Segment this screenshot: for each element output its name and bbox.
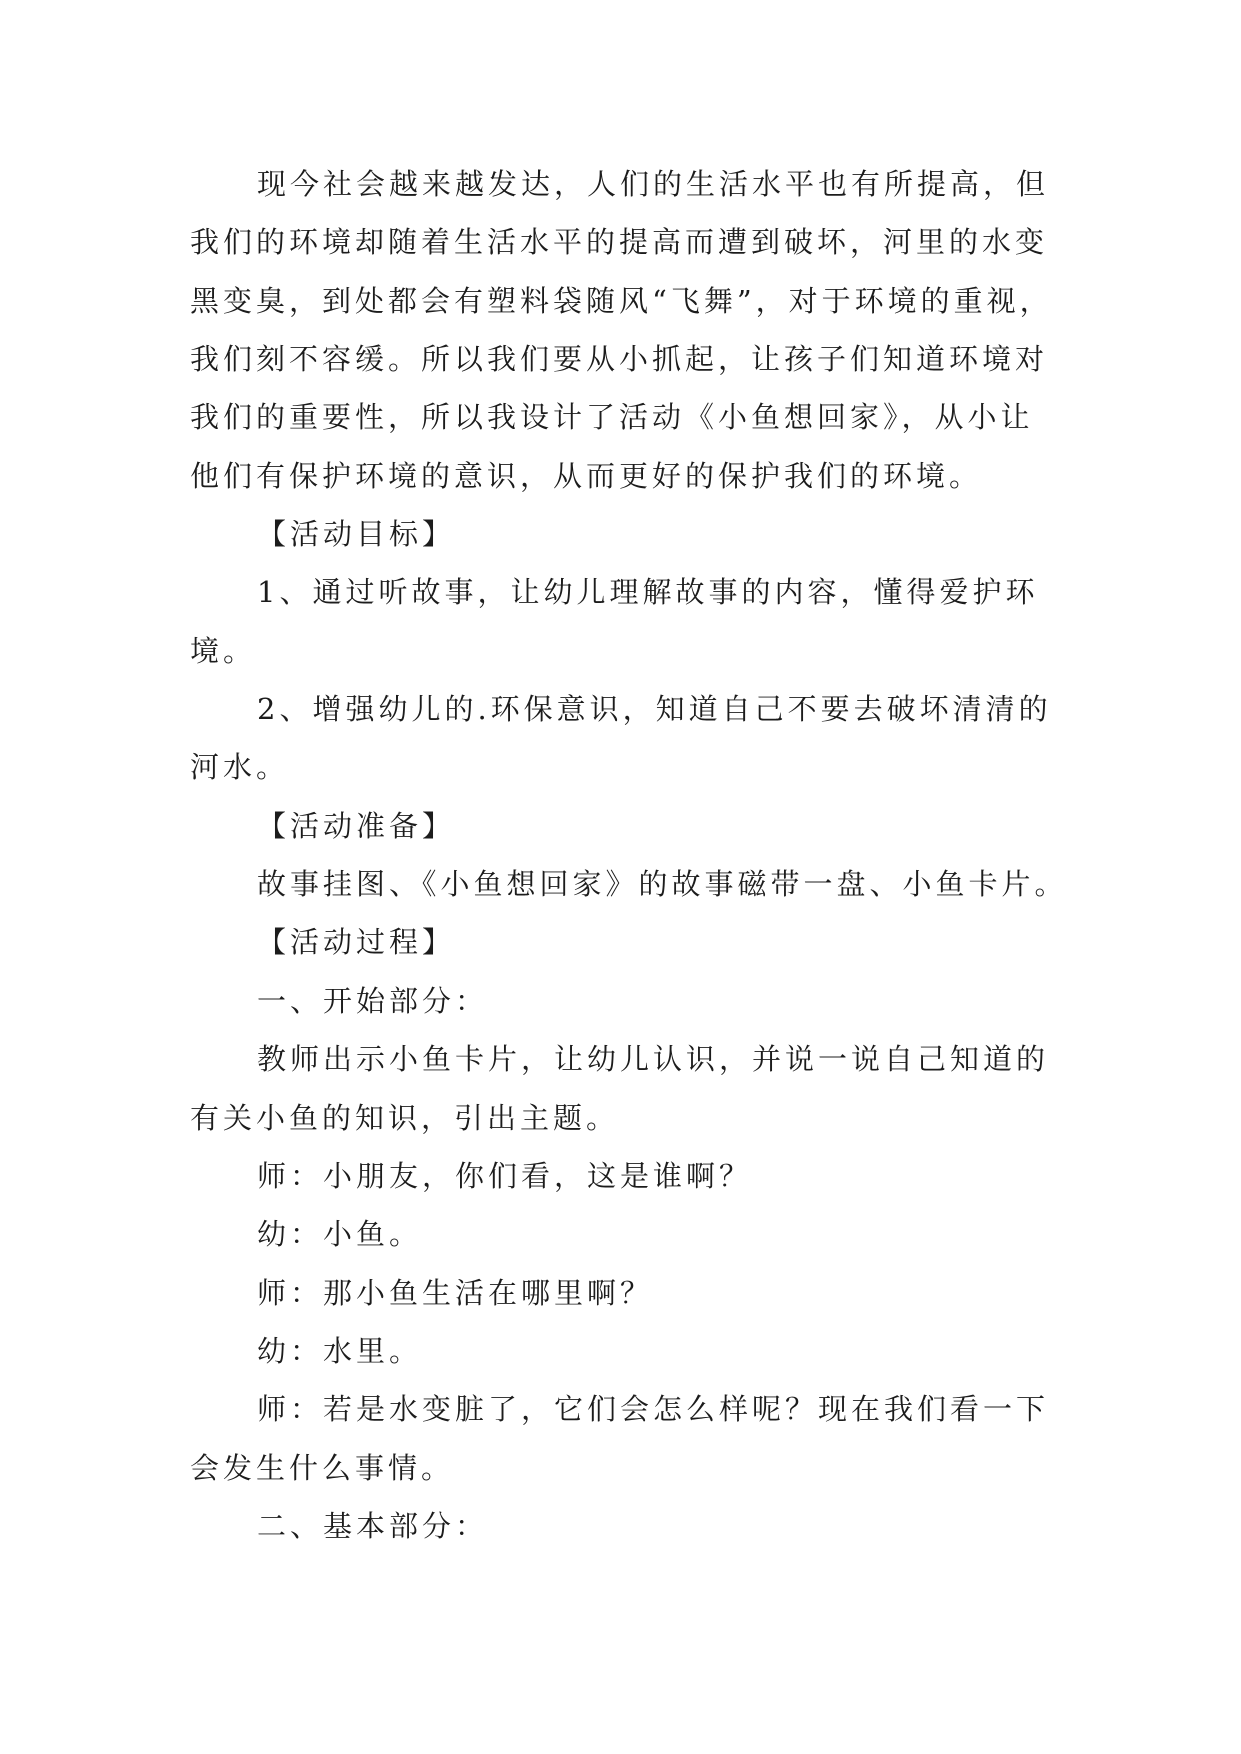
goals-heading: 【活动目标】 xyxy=(257,517,456,552)
intro-line: 黑变臭，到处都会有塑料袋随风“飞舞”，对于环境的重视， xyxy=(190,283,1053,318)
intro-line: 我们的环境却随着生活水平的提高而遭到破坏，河里的水变 xyxy=(190,225,1049,260)
part-two-heading: 二、基本部分： xyxy=(257,1508,489,1543)
dialogue-line: 幼：小鱼。 xyxy=(257,1217,423,1252)
intro-line: 我们的重要性，所以我设计了活动《小鱼想回家》，从小让 xyxy=(190,400,1034,435)
dialogue-line: 幼：水里。 xyxy=(257,1333,423,1368)
goal-line: 2、增强幼儿的.环保意识，知道自己不要去破坏清清的 xyxy=(257,692,1052,727)
preparation-text: 故事挂图、《小鱼想回家》的故事磁带一盘、小鱼卡片。 xyxy=(257,867,1068,902)
goal-item xyxy=(0,563,1241,680)
intro-paragraph xyxy=(0,155,1241,505)
intro-line: 现今社会越来越发达，人们的生活水平也有所提高，但 xyxy=(257,167,1050,201)
dialogue-line: 师：小朋友，你们看，这是谁啊？ xyxy=(257,1158,753,1193)
dialogue xyxy=(0,1147,1241,1497)
dialogue-line: 会发生什么事情。 xyxy=(190,1450,455,1485)
part-one-heading: 一、开始部分： xyxy=(257,983,489,1018)
dialogue-line: 师：若是水变脏了，它们会怎么样呢？现在我们看一下 xyxy=(257,1392,1050,1427)
goal-line: 河水。 xyxy=(190,750,290,785)
goal-item xyxy=(0,680,1241,797)
document-body xyxy=(0,155,1241,1555)
process-heading: 【活动过程】 xyxy=(257,925,456,960)
intro-line: 我们刻不容缓。所以我们要从小抓起，让孩子们知道环境对 xyxy=(190,342,1049,377)
goal-line: 1、通过听故事，让幼儿理解故事的内容，懂得爱护环 xyxy=(257,575,1039,610)
preparation-heading: 【活动准备】 xyxy=(257,808,456,843)
paragraph-line: 教师出示小鱼卡片，让幼儿认识，并说一说自己知道的 xyxy=(257,1042,1050,1077)
intro-line: 他们有保护环境的意识，从而更好的保护我们的环境。 xyxy=(190,458,983,493)
goal-line: 境。 xyxy=(190,633,257,668)
part-one-paragraph xyxy=(0,1030,1241,1147)
paragraph-line: 有关小鱼的知识，引出主题。 xyxy=(190,1100,620,1135)
dialogue-line: 师：那小鱼生活在哪里啊？ xyxy=(257,1275,654,1310)
